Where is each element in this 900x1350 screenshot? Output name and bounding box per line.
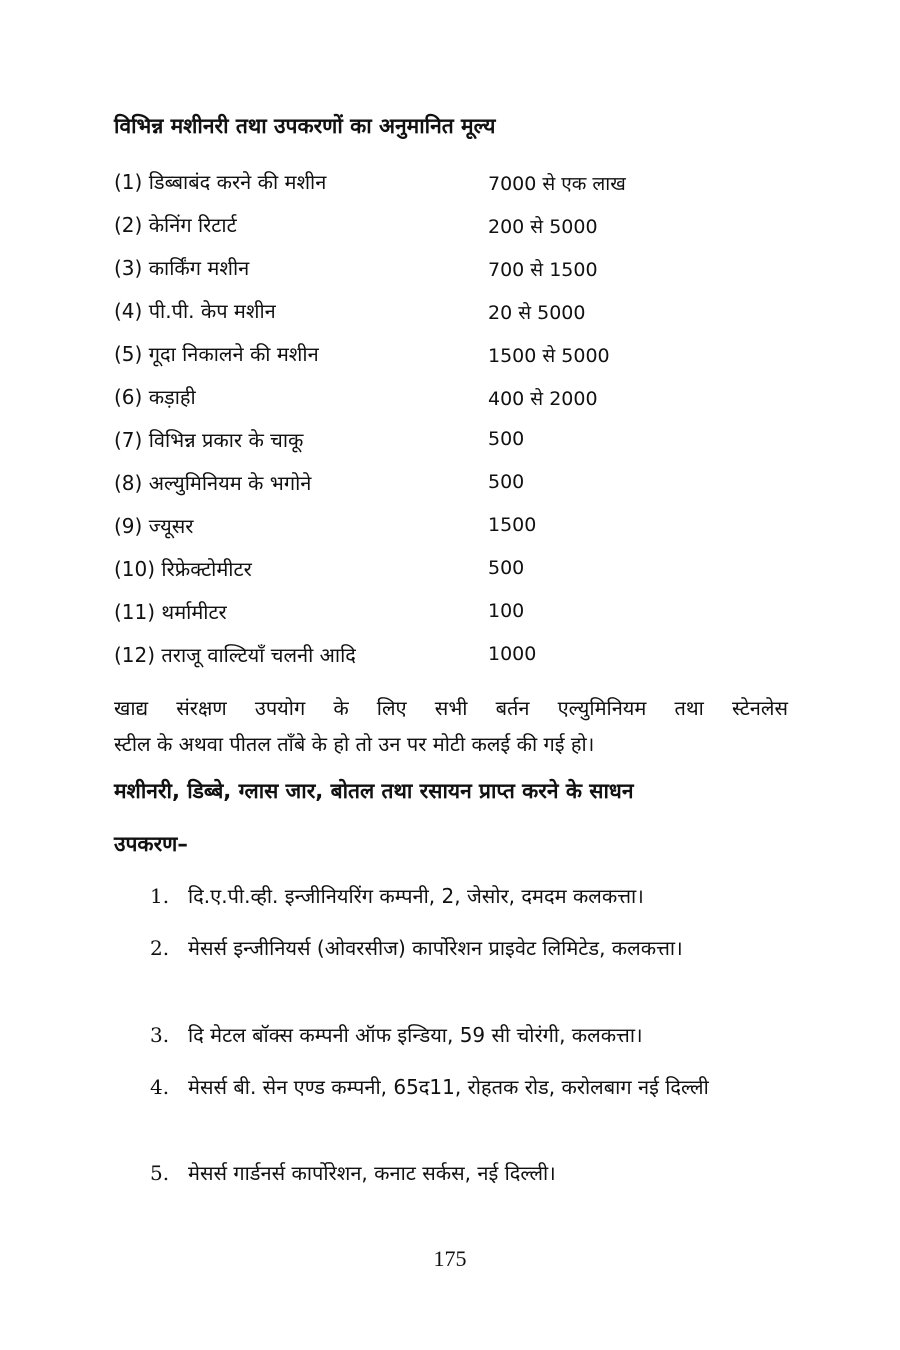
utensil-note-paragraph <box>114 690 788 762</box>
equipment-name: (7) विभिन्न प्रकार के चाकू <box>114 428 304 452</box>
supplier-number: 5. <box>150 1161 170 1185</box>
equipment-name: (2) केनिंग रिटार्ट <box>114 213 237 237</box>
supplier-number: 1. <box>150 884 170 908</box>
equipment-name: (5) गूदा निकालने की मशीन <box>114 342 319 366</box>
supplier-item <box>150 1017 790 1053</box>
supplier-item <box>150 930 790 966</box>
supplier-text: मेसर्स गार्डनर्स कार्पोरेशन, कनाट सर्कस, नई दिल्ली। <box>188 1161 556 1185</box>
page-number: 175 <box>433 1246 467 1271</box>
supplier-text: मेसर्स इन्जीनियर्स (ओवरसीज) कार्पोरेशन प्राइवेट लिमिटेड, कलकत्ता। <box>188 936 683 960</box>
equipment-price: 1500 से 5000 <box>488 345 610 367</box>
supplier-item <box>150 1155 790 1191</box>
equipment-price: 500 <box>488 557 525 579</box>
sources-heading: मशीनरी, डिब्बे, ग्लास जार, बोतल तथा रसायन प्राप्त करने के साधन <box>114 779 634 803</box>
equipment-price: 200 से 5000 <box>488 216 598 238</box>
equipment-name: (1) डिब्बाबंद करने की मशीन <box>114 170 327 194</box>
equipment-price: 500 <box>488 428 525 450</box>
note-line: स्टील के अथवा पीतल ताँबे के हो तो उन पर मोटी कलई की गई हो। <box>114 732 595 756</box>
supplier-item <box>150 1069 790 1105</box>
equipment-name: (11) थर्मामीटर <box>114 600 227 624</box>
equipment-name: (10) रिफ्रेक्टोमीटर <box>114 557 252 581</box>
equipment-price: 100 <box>488 600 525 622</box>
equipment-price: 700 से 1500 <box>488 259 598 281</box>
equipment-name: (3) कार्किंग मशीन <box>114 256 250 280</box>
equipment-name: (9) ज्यूसर <box>114 514 194 538</box>
supplier-number: 3. <box>150 1023 170 1047</box>
equipment-price: 1500 <box>488 514 537 536</box>
supplier-text: दि मेटल बॉक्स कम्पनी ऑफ इन्डिया, 59 सी चोरंगी, कलकत्ता। <box>188 1023 643 1047</box>
equipment-price: 500 <box>488 471 525 493</box>
supplier-item <box>150 878 790 914</box>
supplier-number: 4. <box>150 1075 170 1099</box>
supplier-number: 2. <box>150 936 170 960</box>
supplier-text: दि.ए.पी.व्ही. इन्जीनियरिंग कम्पनी, 2, जेसोर, दमदम कलकत्ता। <box>188 884 644 908</box>
supplier-text: मेसर्स बी. सेन एण्ड कम्पनी, 65द11, रोहतक रोड, करोलबाग नई दिल्ली <box>188 1075 709 1099</box>
equipment-price: 1000 <box>488 643 537 665</box>
equipment-price: 7000 से एक लाख <box>488 173 626 195</box>
equipment-name: (6) कड़ाही <box>114 385 196 409</box>
equipment-price: 20 से 5000 <box>488 302 586 324</box>
equipment-cost-heading: विभिन्न मशीनरी तथा उपकरणों का अनुमानित मूल्य <box>114 114 496 138</box>
equipment-name: (4) पी.पी. केप मशीन <box>114 299 276 323</box>
equipment-name: (8) अल्युमिनियम के भगोने <box>114 471 312 495</box>
note-line: खाद्य संरक्षण उपयोग के लिए सभी बर्तन एल्युमिनियम तथा स्टेनलेस <box>114 696 788 720</box>
equipment-price: 400 से 2000 <box>488 388 598 410</box>
equipment-name: (12) तराजू वाल्टियाँ चलनी आदि <box>114 643 356 667</box>
equipment-subheading: उपकरण– <box>114 832 188 856</box>
